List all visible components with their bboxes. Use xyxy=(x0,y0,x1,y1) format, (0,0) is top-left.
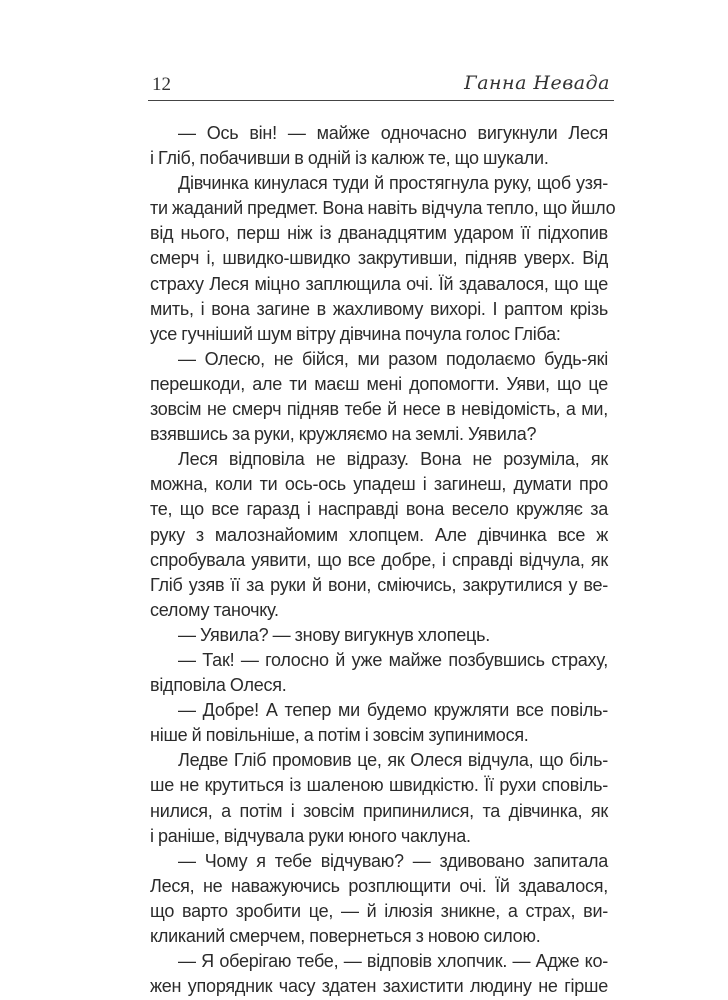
text-line: можна, коли ти ось-ось упадеш і загинеш, думати про xyxy=(150,474,608,495)
text-line: ніше й повільніше, а потім і зовсім зупинимося. xyxy=(150,725,529,746)
page-number: 12 xyxy=(152,74,171,95)
text-line: усе гучніший шум вітру дівчина почула голос Гліба: xyxy=(150,323,561,344)
text-line: — Я оберігаю тебе, — відповів хлопчик. — Адже ко- xyxy=(178,951,608,972)
text-line: і раніше, відчувала руки юного чаклуна. xyxy=(150,825,471,846)
header-rule xyxy=(148,100,614,101)
text-line: нилися, а потім і зовсім припинилися, та дівчинка, як xyxy=(150,800,608,821)
text-line: жен упорядник часу здатен захистити людину не гірше xyxy=(150,976,608,997)
text-line: руку з малознайомим хлопцем. Але дівчинка все ж xyxy=(150,524,608,545)
text-line: відповіла Олеся. xyxy=(150,675,287,696)
text-line: те, що все гаразд і насправді вона весело кружляє за xyxy=(150,499,608,520)
text-line: Ледве Гліб промовив це, як Олеся відчула, що біль- xyxy=(178,750,608,771)
text-line: перешкоди, але ти маєш мені допомогти. Уяви, що це xyxy=(150,373,608,394)
text-line: — Ось він! — майже одночасно вигукнули Леся xyxy=(178,123,608,143)
text-line: Леся, не наважуючись розплющити очі. Їй здавалося, xyxy=(150,875,608,896)
text-line: — Олесю, не бійся, ми разом подолаємо будь-які xyxy=(178,348,608,369)
text-line: зовсім не смерч підняв тебе й несе в невідомість, а ми, xyxy=(150,399,608,420)
text-line: що варто зробити це, — й ілюзія зникне, а страх, ви- xyxy=(150,900,608,921)
text-line: Гліб узяв її за руки й вони, сміючись, закрутилися у ве- xyxy=(150,574,608,595)
text-line: — Уявила? — знову вигукнув хлопець. xyxy=(178,624,490,645)
text-line: смерч і, швидко-швидко закрутивши, підняв уверх. Від xyxy=(150,248,608,269)
text-line: — Чому я тебе відчуваю? — здивовано запитала xyxy=(178,850,608,871)
text-line: спробувала уявити, що все добре, і справді відчула, як xyxy=(150,549,608,570)
text-line: ти жаданий предмет. Вона навіть відчула тепло, що йшло xyxy=(150,198,616,219)
text-line: і Гліб, побачивши в одній із калюж те, що шукали. xyxy=(150,148,549,169)
text-line: — Так! — голосно й уже майже позбувшись страху, xyxy=(178,649,608,670)
text-line: селому таночку. xyxy=(150,599,279,620)
text-line: ше не крутиться із шаленою швидкістю. Її рухи сповіль- xyxy=(150,775,608,796)
text-line: страху Леся міцно заплющила очі. Їй здавалося, що ще xyxy=(150,273,608,294)
text-line: кликаний смерчем, повернеться з новою силою. xyxy=(150,926,541,946)
text-line: взявшись за руки, кружляємо на землі. Уявила? xyxy=(150,424,537,445)
text-line: мить, і вона загине в жахливому вихорі. І раптом крізь xyxy=(150,298,608,319)
author-name: Ганна Невада xyxy=(464,72,610,94)
text-line: від нього, перш ніж із дванадцятим ударом її підхопив xyxy=(150,223,608,244)
running-head xyxy=(148,74,614,104)
text-line: Леся відповіла не відразу. Вона не розуміла, як xyxy=(178,449,608,470)
text-line: Дівчинка кинулася туди й простягнула руку, щоб узя- xyxy=(178,173,608,194)
text-line: — Добре! А тепер ми будемо кружляти все повіль- xyxy=(178,700,608,721)
body-text xyxy=(150,121,616,999)
